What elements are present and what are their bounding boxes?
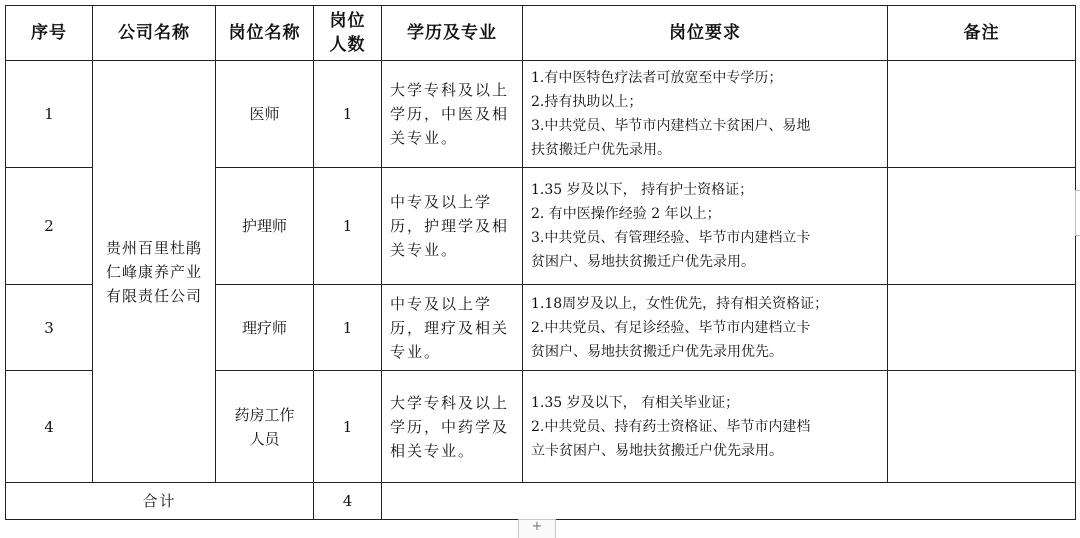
requirement-line: 贫困户、易地扶贫搬迁户优先录用。 <box>531 254 755 270</box>
total-label: 合计 <box>6 483 314 520</box>
education-cell <box>382 61 523 168</box>
seq-cell: 3 <box>6 285 93 371</box>
education-line: 关专业。 <box>390 129 459 147</box>
requirements-cell <box>523 371 888 483</box>
requirement-line: 2.中共党员、有足诊经验、毕节市内建档立卡 <box>531 319 811 336</box>
position-cell <box>216 168 314 285</box>
position-line: 理疗师 <box>241 318 287 337</box>
header-notes: 备注 <box>888 6 1076 61</box>
requirement-line: 2.持有执助以上； <box>531 94 643 110</box>
company-line: 贵州百里杜鹃 <box>105 238 202 257</box>
education-line: 学历，中医及相 <box>390 105 510 123</box>
requirement-line: 1.有中医特色疗法者可放宽至中专学历； <box>531 70 783 86</box>
recruitment-table-sheet <box>5 5 1076 520</box>
scroll-edge-handle[interactable] <box>1075 190 1080 236</box>
header-requirements: 岗位要求 <box>523 6 888 61</box>
company-line: 仁峰康养产业 <box>105 262 202 281</box>
total-row <box>6 483 1076 520</box>
education-line: 历，护理学及相 <box>390 217 510 235</box>
requirement-line: 3.中共党员、毕节市内建档立卡贫困户、易地 <box>531 118 811 134</box>
education-line: 专业。 <box>390 342 442 361</box>
education-line: 关专业。 <box>390 241 459 259</box>
position-line: 护理师 <box>241 217 287 235</box>
education-cell <box>382 168 523 285</box>
education-line: 学历，中药学及 <box>390 417 510 436</box>
requirement-line: 贫困户、易地扶贫搬迁户优先录用优先。 <box>531 343 783 360</box>
company-line: 有限责任公司 <box>105 286 202 305</box>
education-cell <box>382 285 523 371</box>
notes-cell <box>888 168 1076 285</box>
position-line: 医师 <box>249 105 280 123</box>
recruitment-table <box>5 5 1076 520</box>
count-cell: 1 <box>314 61 382 168</box>
position-cell <box>216 285 314 371</box>
notes-cell <box>888 371 1076 483</box>
header-row <box>6 6 1076 61</box>
requirement-line: 1.35 岁及以下， 持有护士资格证； <box>531 182 754 198</box>
count-cell: 1 <box>314 168 382 285</box>
position-line: 药房工作 <box>234 405 295 424</box>
header-seq: 序号 <box>6 6 93 61</box>
requirements-cell <box>523 285 888 371</box>
header-count-line-1: 岗位 <box>329 11 366 31</box>
requirements-cell <box>523 61 888 168</box>
education-cell <box>382 371 523 483</box>
education-line: 大学专科及以上 <box>390 393 510 412</box>
header-company: 公司名称 <box>93 6 216 61</box>
table-row <box>6 61 1076 168</box>
total-empty-cell <box>382 483 1076 520</box>
seq-cell: 1 <box>6 61 93 168</box>
notes-cell <box>888 285 1076 371</box>
total-count: 4 <box>314 483 382 520</box>
header-position: 岗位名称 <box>216 6 314 61</box>
education-line: 中专及以上学 <box>390 294 493 313</box>
header-count-line-2: 人数 <box>329 35 366 55</box>
position-cell <box>216 371 314 483</box>
requirement-line: 1.35 岁及以下， 有相关毕业证； <box>531 394 740 411</box>
count-cell: 1 <box>314 371 382 483</box>
education-line: 相关专业。 <box>390 441 476 460</box>
notes-cell <box>888 61 1076 168</box>
requirement-line: 扶贫搬迁户优先录用。 <box>531 142 671 158</box>
position-line: 人员 <box>249 429 280 448</box>
education-line: 历，理疗及相关 <box>390 318 510 337</box>
requirement-line: 2.中共党员、持有药士资格证、毕节市内建档 <box>531 418 811 435</box>
company-cell <box>93 61 216 483</box>
position-cell <box>216 61 314 168</box>
count-cell: 1 <box>314 285 382 371</box>
requirement-line: 1.18周岁及以上，女性优先，持有相关资格证； <box>531 295 829 312</box>
requirements-cell <box>523 168 888 285</box>
education-line: 中专及以上学 <box>390 193 493 211</box>
requirement-line: 立卡贫困户、易地扶贫搬迁户优先录用。 <box>531 442 783 459</box>
requirement-line: 2. 有中医操作经验 2 年以上； <box>531 206 721 222</box>
seq-cell: 2 <box>6 168 93 285</box>
page-break-marker[interactable]: + <box>518 519 556 538</box>
header-education: 学历及专业 <box>382 6 523 61</box>
requirement-line: 3.中共党员、有管理经验、毕节市内建档立卡 <box>531 230 811 246</box>
education-line: 大学专科及以上 <box>390 81 510 99</box>
header-count <box>314 6 382 61</box>
seq-cell: 4 <box>6 371 93 483</box>
